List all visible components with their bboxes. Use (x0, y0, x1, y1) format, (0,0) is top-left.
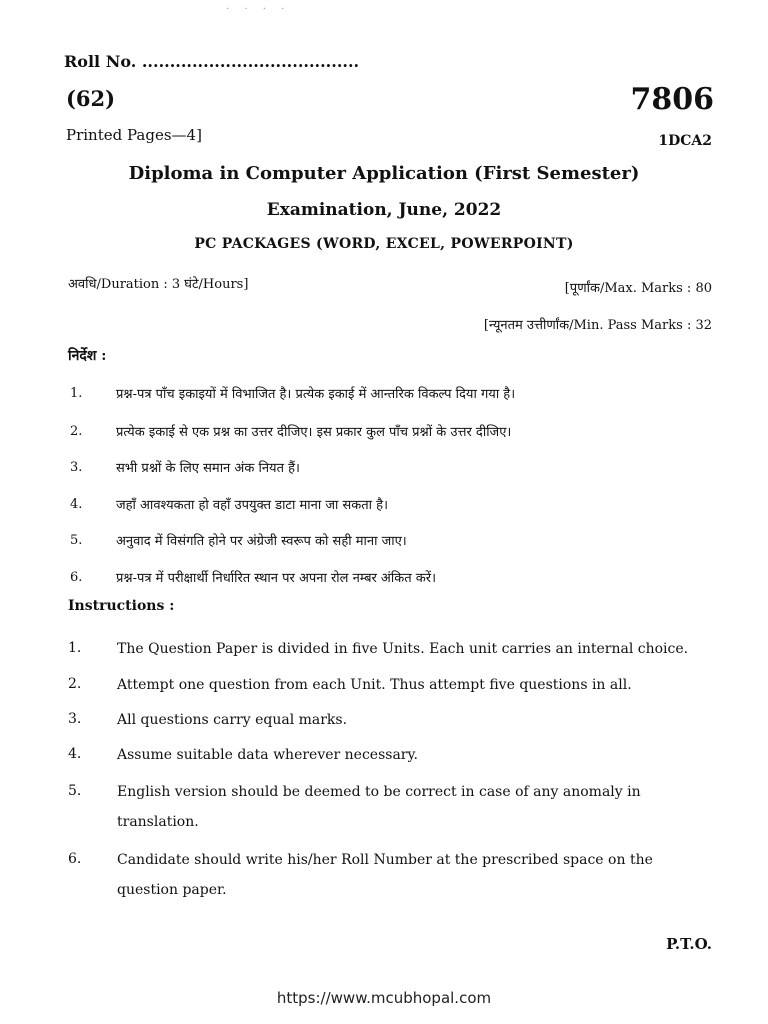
hindi-item-number: 4. (70, 497, 83, 512)
paper-code-right: 7806 (630, 82, 714, 117)
instruction-number: 6. (68, 851, 82, 867)
hindi-item-number: 3. (70, 460, 83, 475)
please-turn-over: P.T.O. (666, 935, 712, 953)
hindi-item-text: सभी प्रश्नों के लिए समान अंक नियत हैं। (116, 461, 300, 476)
instruction-text: Candidate should write his/her Roll Number at the prescribed space on the question paper. (117, 852, 653, 898)
instruction-text: English version should be deemed to be correct in case of any anomaly in translation. (117, 784, 641, 830)
instruction-number: 5. (68, 783, 82, 799)
hindi-item-text: प्रत्येक इकाई से एक प्रश्न का उत्तर दीजिए। इस प्रकार कुल पाँच प्रश्नों के उत्तर दीजिए। (116, 425, 512, 440)
exam-title: Diploma in Computer Application (First Semester) (128, 163, 640, 184)
instruction-number: 3. (68, 711, 82, 727)
source-url: https://www.mcubhopal.com (276, 989, 492, 1007)
instruction-text: Assume suitable data wherever necessary. (117, 747, 418, 763)
instruction-text: All questions carry equal marks. (117, 712, 348, 728)
duration: अवधि/Duration : 3 घंटे/Hours] (68, 277, 249, 292)
hindi-item-number: 2. (70, 424, 83, 439)
instruction-text: Attempt one question from each Unit. Thus attempt five questions in all. (117, 677, 632, 693)
roll-number-field: Roll No. ....................................... (64, 52, 360, 71)
min-pass-marks: [न्यूनतम उत्तीर्णांक/Min. Pass Marks : 32 (483, 318, 712, 333)
paper-subject: PC PACKAGES (WORD, EXCEL, POWERPOINT) (194, 236, 574, 252)
instructions-heading: Instructions : (68, 598, 175, 614)
hindi-item-number: 1. (70, 386, 83, 401)
instruction-number: 4. (68, 746, 82, 762)
hindi-item-text: प्रश्न-पत्र में परीक्षार्थी निर्धारित स्थान पर अपना रोल नम्बर अंकित करें। (116, 571, 436, 586)
hindi-item-number: 6. (70, 570, 83, 585)
paper-code-left: (62) (66, 86, 116, 111)
hindi-instructions-heading: निर्देश : (68, 348, 107, 364)
hindi-item-text: अनुवाद में विसंगति होने पर अंग्रेजी स्वरूप को सही माना जाए। (116, 534, 407, 549)
max-marks: [पूर्णांक/Max. Marks : 80 (564, 281, 712, 296)
exam-session: Examination, June, 2022 (266, 200, 502, 220)
hindi-item-number: 5. (70, 533, 83, 548)
instruction-text: The Question Paper is divided in five Units. Each unit carries an internal choice. (117, 641, 689, 657)
instruction-number: 2. (68, 676, 82, 692)
hindi-item-text: जहाँ आवश्यकता हो वहाँ उपयुक्त डाटा माना जा सकता है। (116, 498, 388, 513)
printed-pages: Printed Pages—4] (66, 126, 202, 144)
hindi-item-text: प्रश्न-पत्र पाँच इकाइयों में विभाजित है। प्रत्येक इकाई में आन्तरिक विकल्प दिया गया है। (116, 387, 516, 402)
scan-specks: · · · · (226, 4, 291, 15)
subject-code: 1DCA2 (658, 133, 712, 149)
instruction-number: 1. (68, 640, 82, 656)
